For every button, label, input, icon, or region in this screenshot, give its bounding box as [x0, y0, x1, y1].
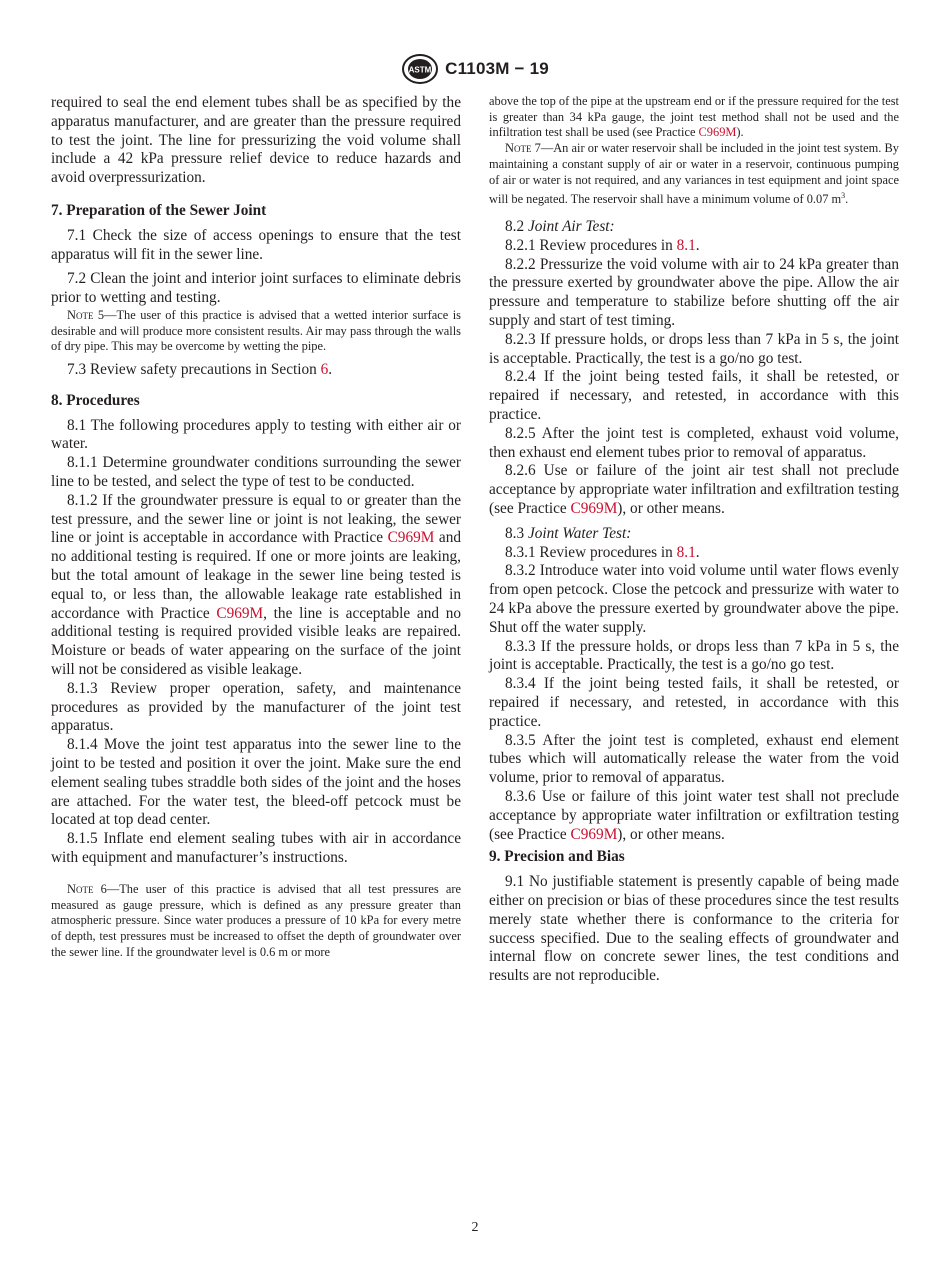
paragraph-8-2-4: 8.2.4 If the joint being tested fails, it shall be retested, or repaired if necessary, and retested, in accordance with this practice. — [489, 368, 899, 424]
c969m-link[interactable]: C969M — [387, 529, 435, 547]
right-column — [489, 94, 899, 986]
paragraph-7-2: 7.2 Clean the joint and interior joint surfaces to eliminate debris prior to wetting and testing. — [51, 270, 461, 307]
paragraph-7-3: 7.3 Review safety precautions in Section 6. — [67, 361, 333, 379]
section-7-title: 7. Preparation of the Sewer Joint — [51, 201, 267, 219]
c969m-link[interactable]: C969M — [698, 125, 737, 140]
page-header — [0, 54, 950, 84]
section-6-link[interactable]: 6 — [320, 361, 329, 379]
paragraph-8-1-1: 8.1.1 Determine groundwater conditions surrounding the sewer line to be tested, and select the type of test to be conducted. — [51, 454, 461, 491]
section-8-title: 8. Procedures — [51, 391, 140, 409]
paragraph: required to seal the end element tubes shall be as specified by the apparatus manufacturer, and are greater than the pressure required to test the joint. The line for pressurizing the void volume shall include a 42 kPa pressure relief device to reduce hazards and avoid overpressurization. — [51, 94, 461, 187]
note-label: Note — [67, 307, 94, 322]
astm-logo-icon — [401, 54, 439, 84]
paragraph-8-3-4: 8.3.4 If the joint being tested fails, it shall be retested, or repaired if necessary, and retested, in accordance with this practice. — [489, 675, 899, 730]
paragraph-8-2: 8.2 Joint Air Test: — [505, 218, 615, 236]
note-label: Note — [67, 881, 94, 896]
note-7: Note 7—An air or water reservoir shall be included in the joint test system. By maintaining a constant supply of air or water in a reservoir, continuous pumping of air or water is not required, and any variances in test equipment and joint space will be negated. The reservoir shall have a minimum volume of 0.07 $m^3$. — [489, 141, 899, 207]
paragraph-8-1-3: 8.1.3 Review proper operation, safety, and maintenance procedures as provided by the manufacturer of the joint test apparatus. — [51, 679, 461, 735]
paragraph-8-3: 8.3 Joint Water Test: — [505, 524, 632, 542]
logo-text: ASTM — [408, 65, 432, 75]
page-number: 2 — [471, 1220, 479, 1235]
paragraph-8-3-6: 8.3.6 Use or failure of this joint water test shall not preclude acceptance by appropriate water infiltration or exfiltration testing (see Practice C969M), or other means. — [489, 787, 899, 843]
paragraph-8-2-1: 8.2.1 Review procedures in 8.1. — [505, 236, 700, 254]
section-9-title: 9. Precision and Bias — [489, 848, 625, 866]
paragraph-8-2-3: 8.2.3 If pressure holds, or drops less than 7 kPa in 5 s, the joint is acceptable. Practically, the test is a go/no go test. — [489, 330, 899, 367]
paragraph-8-1-5: 8.1.5 Inflate end element sealing tubes with air in accordance with equipment and manufacturer’s instructions. — [51, 830, 461, 866]
section-8-1-link[interactable]: 8.1 — [676, 236, 696, 254]
paragraph-8-3-2: 8.3.2 Introduce water into void volume until water flows evenly from open petcock. Close the petcock and pressurize with water to 24 kPa above the pressure exerted by groundwater above the pipe. Shut off the water supply. — [489, 562, 899, 636]
paragraph-8-2-6: 8.2.6 Use or failure of the joint air test shall not preclude acceptance by appropriate water infiltration and exfiltration testing (see Practice C969M), or other means. — [489, 462, 899, 517]
c969m-link[interactable]: C969M — [216, 604, 264, 622]
c969m-link[interactable]: C969M — [570, 500, 618, 517]
paragraph-9-1: 9.1 No justifiable statement is presently capable of being made either on precision or bias of these procedures since the test results merely state whether there is conformance to the criteria for success specified. Due to the sealing effects of groundwater and internal flow on concrete sewer lines, the test conditions and results are not reproducible. — [489, 873, 899, 985]
paragraph-8-2-2: 8.2.2 Pressurize the void volume with air to 24 kPa greater than the pressure exerted by groundwater above the pipe. Allow the air pressure and temperature to stabilize before shutting off the air supply and start of test timing. — [489, 255, 899, 330]
paragraph-8-1: 8.1 The following procedures apply to testing with either air or water. — [51, 416, 461, 453]
paragraph-8-3-1: 8.3.1 Review procedures in 8.1. — [505, 543, 700, 561]
standard-designation: C1103M − 19 — [445, 59, 549, 78]
paragraph-8-1-4: 8.1.4 Move the joint test apparatus into the sewer line to the joint to be tested and position it over the joint. Make sure the end element sealing tubes straddle both sides of the joint and the hoses are attached. For the water test, the bleed-off petcock must be located at top dead center. — [51, 736, 461, 829]
note-5: Note 5—The user of this practice is advised that a wetted interior surface is desirable and will produce more consistent results. Air may pass through the walls of dry pipe. This may be overcome by wetting the pipe. — [51, 307, 461, 354]
note-label: Note — [505, 141, 532, 156]
paragraph-8-1-2: 8.1.2 If the groundwater pressure is equal to or greater than the test pressure, and the sewer line or joint is not leaking, the sewer line or joint is acceptable in accordance with Practice C969M and no additional testing is required. If one or more joints are leaking, but the total amount of leakage in the sewer line being tested is equal to, or less than, the allowable leakage rate established in accordance with Practice C969M, the line is acceptable and no additional testing is required provided visible leaks are repaired. Moisture or beads of water appearing on the surface of the joint will not be considered as visible leakage. — [51, 491, 461, 679]
paragraph-8-2-5: 8.2.5 After the joint test is completed, exhaust void volume, then exhaust end element tubes prior to removal of apparatus. — [489, 424, 899, 461]
c969m-link[interactable]: C969M — [570, 825, 618, 843]
paragraph-8-3-5: 8.3.5 After the joint test is completed, exhaust end element tubes which will automatically release the water from the void volume, prior to removal of apparatus. — [489, 731, 899, 787]
note-6-continued: above the top of the pipe at the upstream end or if the pressure required for the test is greater than 34 kPa gauge, the joint test method shall not be used and the infiltration test shall be used (see Practice C969M). — [489, 94, 899, 140]
left-column — [51, 94, 461, 960]
paragraph-7-1: 7.1 Check the size of access openings to ensure that the test apparatus will fit in the sewer line. — [51, 226, 461, 263]
note-6: Note 6—The user of this practice is advised that all test pressures are measured as gauge pressure, which is defined as any pressure greater than atmospheric pressure. Since water produces a pressure of 10 kPa for every metre of depth, test pressures must be increased to offset the depth of groundwater over the sewer line. If the groundwater level is 0.6 m or more — [51, 881, 461, 959]
paragraph-8-3-3: 8.3.3 If the pressure holds, or drops less than 7 kPa in 5 s, the joint is acceptable. Practically, the test is a go/no go test. — [489, 637, 899, 674]
section-8-1-link[interactable]: 8.1 — [676, 543, 696, 561]
